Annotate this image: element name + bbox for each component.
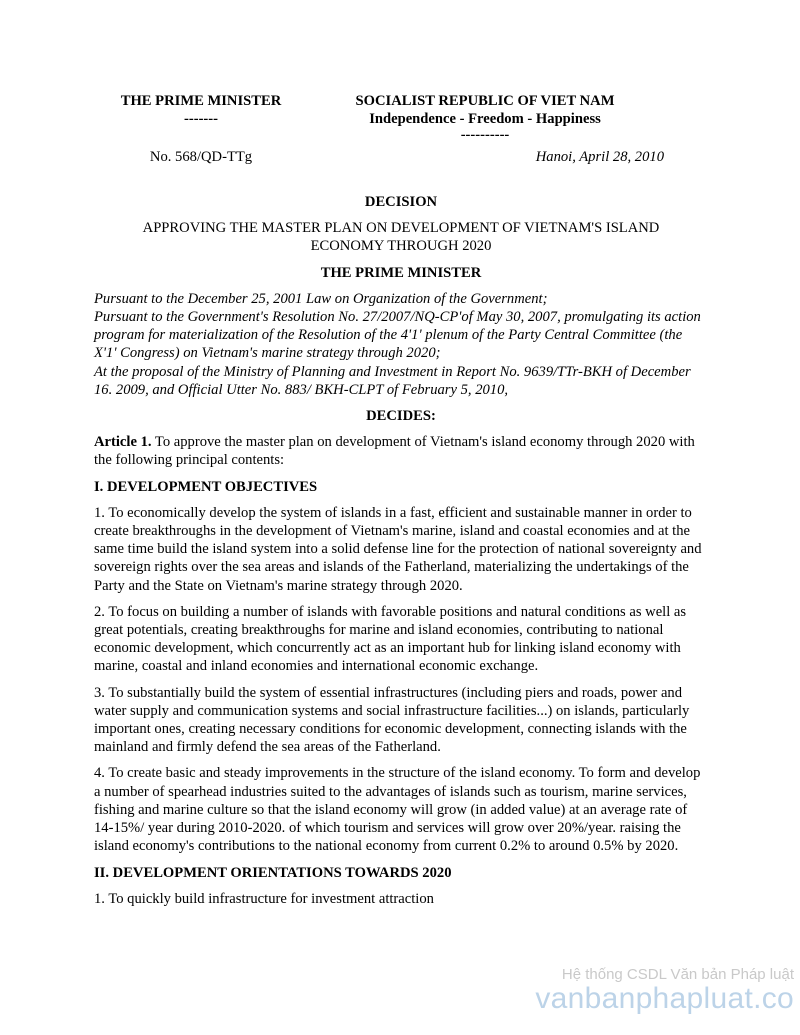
objective-paragraph: 1. To economically develop the system of islands in a fast, efficient and sustainable manner in order to create breakthroughs in the development of Vietnam's marine, island and coastal economies and at the same time build the island system into a solid defense line for the protection of national sovereignty and sovereign rights over the sea areas and islands of the Fatherland, materializing the undertakings of the Party and the State on Vietnam's marine strategy through 2020. bbox=[94, 504, 702, 594]
article-1-label: Article 1. bbox=[94, 434, 152, 451]
national-rule: ---------- bbox=[460, 127, 510, 143]
decides-heading: DECIDES: bbox=[366, 408, 436, 425]
document-subtitle: APPROVING THE MASTER PLAN ON DEVELOPMENT OF VIETNAM'S ISLAND ECONOMY THROUGH 2020 bbox=[142, 220, 660, 255]
document-date: Hanoi, April 28, 2010 bbox=[535, 149, 664, 165]
pursuant-block bbox=[94, 290, 708, 399]
document-number: No. 568/QD-TTg bbox=[149, 149, 253, 165]
issuer-block bbox=[94, 92, 308, 128]
watermark-site: vanbanphapluat.co bbox=[535, 982, 794, 1015]
pursuant-line: Pursuant to the Government's Resolution No. 27/2007/NQ-CP'of May 30, 2007, promulgating its action program for materialization of the Resolution of the 4'1' plenum of the Party Central Committee (the X'1' Congress) on Vietnam's marine strategy through 2020; bbox=[94, 309, 701, 362]
article-1 bbox=[94, 433, 708, 469]
objective-paragraph: 3. To substantially build the system of essential infrastructures (including piers and roads, power and water supply and communication systems and social infrastructure facilities...) on islands, particularly important ones, creating necessary conditions for economic development, connecting islands with the mainland and firmly defend the sea areas of the Fatherland. bbox=[94, 684, 690, 756]
orientation-paragraph: 1. To quickly build infrastructure for investment attraction bbox=[94, 890, 434, 907]
document-type: DECISION bbox=[364, 194, 438, 210]
issuer-title: THE PRIME MINISTER bbox=[120, 93, 282, 109]
pursuant-line: Pursuant to the December 25, 2001 Law on Organization of the Government; bbox=[94, 290, 548, 307]
national-title-block bbox=[330, 92, 640, 142]
watermark-line-1: Hệ thống CSDL Văn bản Pháp luật bbox=[561, 966, 794, 983]
issuer-rule: ------- bbox=[183, 111, 219, 127]
objective-paragraph: 4. To create basic and steady improvements in the structure of the island economy. To form and develop a number of spearhead industries suited to the advantages of islands such as tourism, marine services, fishing and marine culture so that the island economy will grow (in added value) at an average rate of 14-15%/ year during 2010-2020. of which tourism and services will grow over 20%/year. raising the island economy's contributions to the national economy from current 0.2% to around 0.5% by 2020. bbox=[94, 765, 701, 855]
section-2-title: II. DEVELOPMENT ORIENTATIONS TOWARDS 2020 bbox=[94, 864, 452, 881]
national-motto: Independence - Freedom - Happiness bbox=[369, 111, 601, 127]
section-1-title: I. DEVELOPMENT OBJECTIVES bbox=[94, 478, 318, 495]
national-title: SOCIALIST REPUBLIC OF VIET NAM bbox=[355, 93, 615, 109]
document-body bbox=[94, 193, 708, 916]
pursuant-line: At the proposal of the Ministry of Planning and Investment in Report No. 9639/TTr-BKH of December 16. 2009, and Official Utter No. 883/ BKH-CLPT of February 5, 2010, bbox=[94, 363, 691, 398]
article-1-text: To approve the master plan on development of Vietnam's island economy through 2020 with the following principal contents: bbox=[94, 434, 695, 469]
objective-paragraph: 2. To focus on building a number of islands with favorable positions and natural conditions as well as great potentials, creating breakthroughs for marine and island economies, contributing to national economic development, which concurrently act as an important hub for linking island economy with marine, coastal and inland economies and international economic exchange. bbox=[94, 603, 687, 675]
issuer-heading: THE PRIME MINISTER bbox=[320, 264, 482, 281]
